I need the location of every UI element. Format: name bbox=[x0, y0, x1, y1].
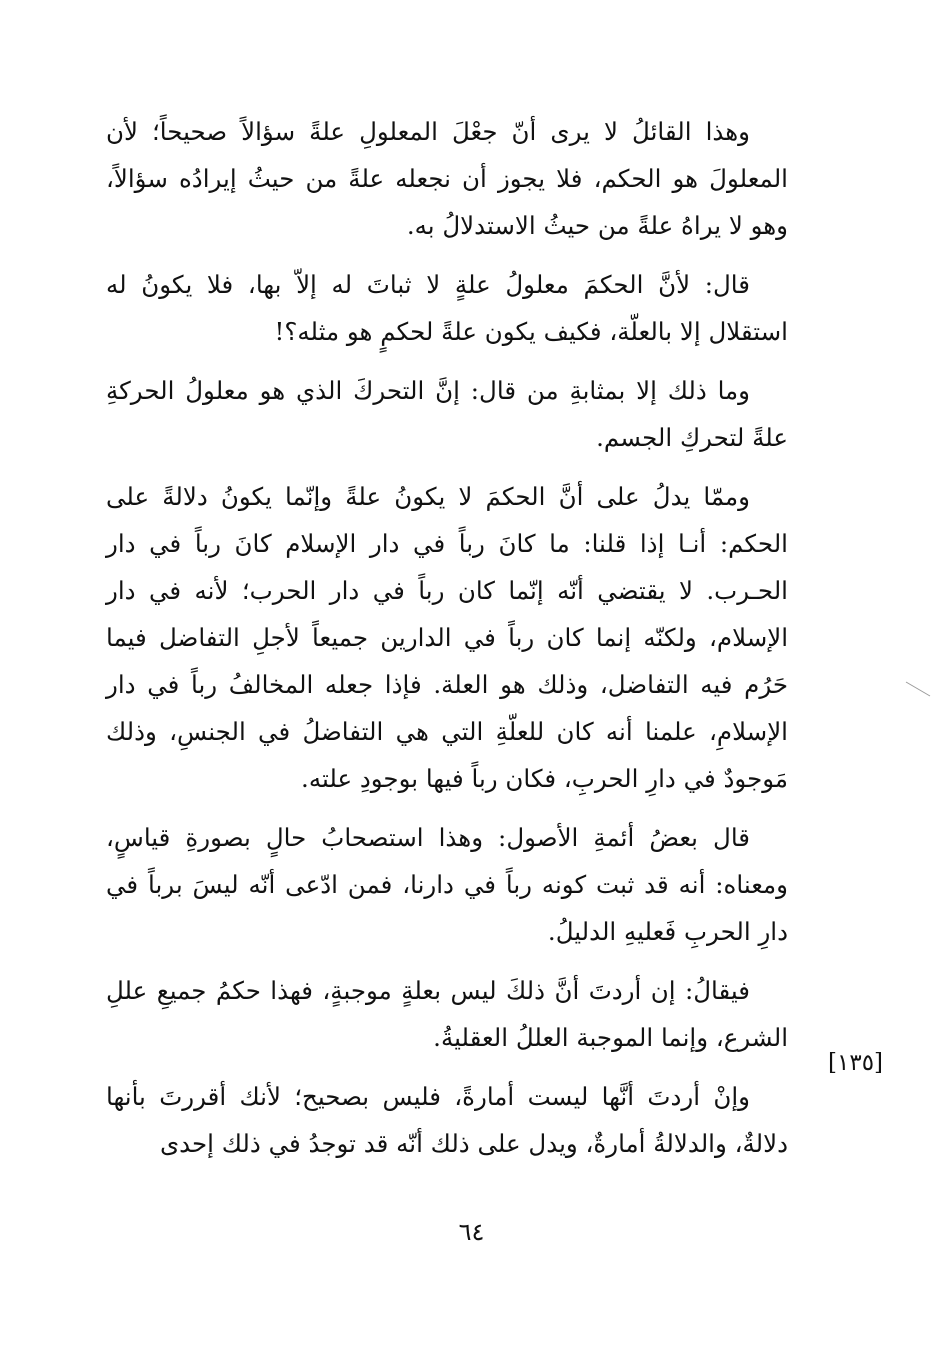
body-text bbox=[106, 108, 788, 1179]
paragraph-4: وممّا يدلُ على أنَّ الحكمَ لا يكونُ علةً وإنّما يكونُ دلالةً على الحكم: أنـا إذا قلنا: ما كانَ رباً في دار الإسلام كانَ رباً في دار الحـرب. لا يقتضي أنّه إنّما كان رباً في دار الحرب؛ لأنه في دار الإسلام، ولكنّه إنما كان رباً في الدارين جميعاً لأجلِ التفاضل فيما حَرُم فيه التفاضل، وذلك هو العلة. فإذا جعله المخالفُ رباً في دار الإسلامِ، علمنا أنه كان للعلّةِ التي هي التفاضلُ في الجنسِ، وذلك مَوجودٌ في دارِ الحربِ، فكان رباً فيها بوجودِ علته. bbox=[106, 482, 788, 793]
paragraph-3: وما ذلك إلا بمثابةِ من قال: إنَّ التحركَ الذي هو معلولُ الحركةِ علةً لتحركِ الجسم. bbox=[106, 376, 788, 452]
scan-artifact-mark bbox=[904, 680, 932, 698]
paragraph-6: فيقالُ: إن أردتَ أنَّ ذلكَ ليس بعلةٍ موجبةٍ، فهذا حكمُ جميعِ عللِ الشرع، وإنما الموجبة العللُ العقليةُ. bbox=[106, 976, 788, 1052]
page-number: ٦٤ bbox=[458, 1218, 485, 1246]
margin-page-marker: [١٣٥] bbox=[828, 1050, 884, 1076]
paragraph-1: وهذا القائلُ لا يرى أنّ جعْلَ المعلولِ علةً سؤالاً صحيحاً؛ لأن المعلولَ هو الحكم، فلا يجوز أن نجعله علةً من حيثُ إيرادُه سؤالاً، وهو لا يراهُ علةً من حيثُ الاستدلالُ به. bbox=[106, 117, 788, 240]
paragraph-7: وإنْ أردتَ أنَّها ليست أمارةً، فليس بصحيح؛ لأنك أقررتَ بأنها دلالةٌ، والدلالةُ أمارةٌ، ويدل على ذلك أنّه قد توجدُ في ذلك إحدى bbox=[106, 1082, 788, 1158]
paragraph-5: قال بعضُ أئمةِ الأصول: وهذا استصحابُ حالٍ بصورةِ قياسٍ، ومعناه: أنه قد ثبت كونه رباً في دارنا، فمن ادّعى أنّه ليسَ برباً في دارِ الحربِ فَعليهِ الدليلُ. bbox=[106, 823, 788, 946]
paragraph-2: قال: لأنَّ الحكمَ معلولُ علةٍ لا ثباتَ له إلاّ بها، فلا يكونُ له استقلال إلا بالعلّة، فكيف يكون علةً لحكمٍ هو مثله؟! bbox=[106, 270, 788, 346]
